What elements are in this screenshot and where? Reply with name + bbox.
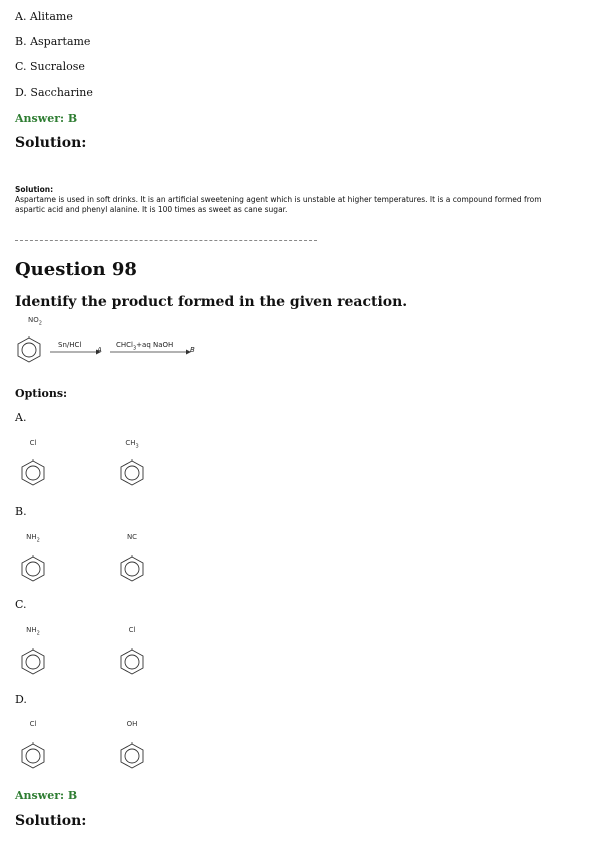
- question-solution-heading: Solution:: [15, 813, 87, 829]
- question-answer: Answer: B: [15, 789, 78, 802]
- prev-solution-block: [15, 185, 560, 215]
- reaction-scheme: [0, 316, 300, 366]
- benzene-ring-icon: [14, 336, 44, 364]
- arrow-icon: [50, 348, 102, 356]
- option-c-left-substituent: $NH_2$: [26, 626, 40, 637]
- option-d-right-substituent: OH: [126, 720, 138, 728]
- option-b-left-substituent: $NH_2$: [26, 533, 40, 544]
- product-a: A: [97, 346, 102, 354]
- reagent-2: CHCl$_3$+aq NaOH: [116, 341, 174, 352]
- option-b-right-substituent: NC: [126, 533, 138, 541]
- option-d-letter: D.: [15, 693, 27, 706]
- option-a-left-substituent: Cl: [29, 439, 37, 447]
- option-c-right-substituent: Cl: [128, 626, 136, 634]
- benzene-ring-icon: [117, 459, 147, 487]
- option-a-right-substituent: $CH_3$: [125, 439, 139, 450]
- benzene-ring-icon: [117, 555, 147, 583]
- prev-option-c: C. Sucralose: [15, 60, 85, 73]
- prev-option-a: A. Alitame: [15, 10, 73, 23]
- prev-option-b: B. Aspartame: [15, 35, 91, 48]
- benzene-ring-icon: [18, 648, 48, 676]
- option-a-letter: A.: [15, 411, 27, 424]
- benzene-ring-icon: [117, 742, 147, 770]
- option-b-letter: B.: [15, 505, 27, 518]
- reactant-substituent: $NO_2$: [28, 316, 42, 327]
- section-divider: [15, 240, 317, 241]
- product-b: B: [190, 346, 195, 354]
- prev-solution-label: Solution:: [15, 185, 54, 194]
- question-title: Question 98: [15, 259, 137, 280]
- benzene-ring-icon: [18, 459, 48, 487]
- benzene-ring-icon: [18, 742, 48, 770]
- benzene-ring-icon: [18, 555, 48, 583]
- question-text: Identify the product formed in the given reaction.: [15, 294, 408, 310]
- benzene-ring-icon: [117, 648, 147, 676]
- arrow-icon: [110, 348, 192, 356]
- prev-solution-text: Aspartame is used in soft drinks. It is an artificial sweetening agent which is unstable at higher temperatures. It is a compound formed from aspartic acid and phenyl alanine. It is 100 times as sweet as cane sugar.: [15, 195, 542, 214]
- prev-option-d: D. Saccharine: [15, 86, 93, 99]
- option-d-left-substituent: Cl: [29, 720, 37, 728]
- options-heading: Options:: [15, 387, 68, 400]
- prev-answer: Answer: B: [15, 112, 78, 125]
- reagent-1: Sn/HCl: [58, 341, 82, 349]
- option-c-letter: C.: [15, 598, 27, 611]
- prev-solution-heading: Solution:: [15, 135, 87, 151]
